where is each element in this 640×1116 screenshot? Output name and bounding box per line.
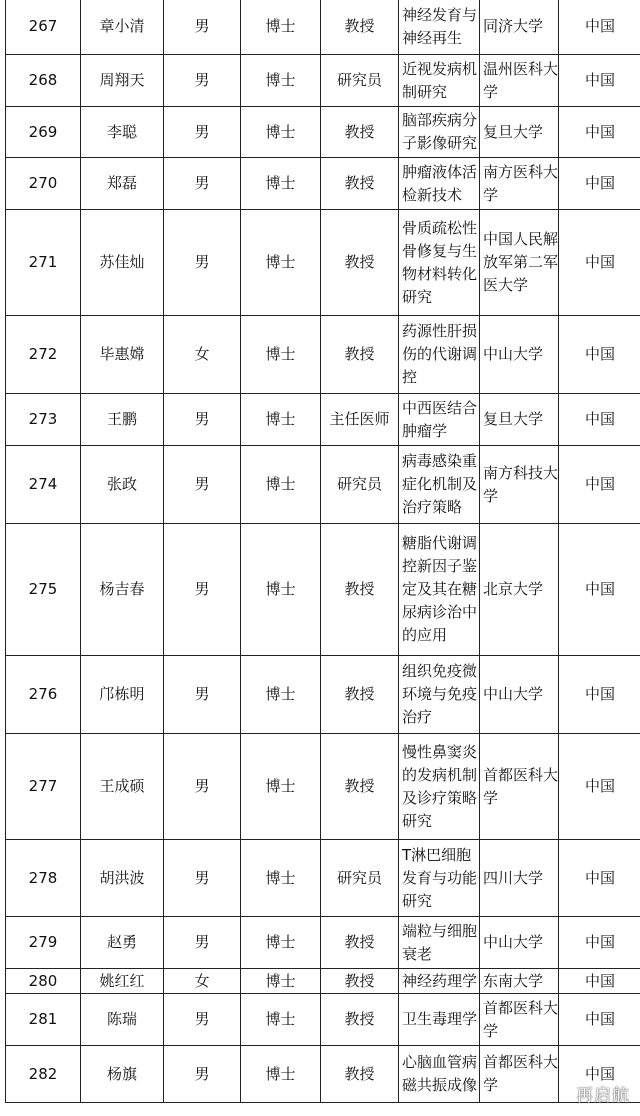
cell-unit <box>480 969 559 994</box>
cell-no <box>6 158 81 210</box>
research-text: 组织免疫微环境与免疫治疗 <box>402 662 478 726</box>
name-text: 王鹏 <box>106 410 137 428</box>
cell-degree <box>241 1046 321 1103</box>
cell-country <box>559 158 640 210</box>
watermark: 再启航 <box>576 1086 630 1106</box>
cell-degree <box>241 734 321 840</box>
table-row <box>6 840 640 917</box>
title-text: 教授 <box>344 971 375 990</box>
cell-unit <box>480 734 559 840</box>
cell-degree <box>241 158 321 210</box>
degree-text: 博士 <box>265 777 296 795</box>
cell-research <box>399 0 480 55</box>
cell-name <box>81 210 164 316</box>
no-text: 278 <box>28 868 58 887</box>
table-row <box>6 158 640 210</box>
country-text: 中国 <box>584 345 615 363</box>
unit-text: 北京大学 <box>483 580 544 598</box>
cell-name <box>81 55 164 107</box>
unit-text: 中国人民解放军第二军医大学 <box>483 230 558 294</box>
name-text: 邝栋明 <box>99 685 145 703</box>
title-text: 教授 <box>344 122 375 141</box>
gender-text: 男 <box>194 475 210 493</box>
gender-text: 男 <box>194 71 210 89</box>
cell-country <box>559 917 640 969</box>
research-text: 近视发病机制研究 <box>402 59 478 101</box>
unit-text: 东南大学 <box>483 971 544 990</box>
gender-text: 男 <box>194 933 210 951</box>
cell-no <box>6 210 81 316</box>
cell-title <box>321 840 399 917</box>
cell-gender <box>164 446 241 524</box>
research-text: 神经药理学 <box>402 971 478 990</box>
no-text: 281 <box>28 1010 58 1028</box>
cell-research <box>399 210 480 316</box>
cell-name <box>81 524 164 656</box>
title-text: 研究员 <box>336 868 382 887</box>
name-text: 毕惠嫦 <box>99 345 145 363</box>
cell-unit <box>480 316 559 394</box>
cell-name <box>81 917 164 969</box>
name-text: 陈瑞 <box>106 1010 137 1028</box>
country-text: 中国 <box>584 580 615 598</box>
country-text: 中国 <box>584 410 615 428</box>
cell-title <box>321 994 399 1046</box>
cell-unit <box>480 107 559 158</box>
cell-research <box>399 969 480 994</box>
gender-text: 女 <box>194 971 210 990</box>
cell-no <box>6 656 81 734</box>
name-text: 王成硕 <box>99 777 145 795</box>
cell-research <box>399 394 480 446</box>
no-text: 267 <box>28 17 58 35</box>
unit-text: 南方科技大学 <box>483 463 558 505</box>
cell-no <box>6 840 81 917</box>
degree-text: 博士 <box>265 685 296 703</box>
country-text: 中国 <box>584 71 615 89</box>
cell-name <box>81 734 164 840</box>
cell-unit <box>480 394 559 446</box>
cell-name <box>81 1046 164 1103</box>
cell-unit <box>480 1046 559 1103</box>
gender-text: 男 <box>194 1064 210 1083</box>
title-text: 教授 <box>344 174 375 192</box>
cell-degree <box>241 0 321 55</box>
title-text: 教授 <box>344 933 375 951</box>
unit-text: 南方医科大学 <box>483 162 558 204</box>
degree-text: 博士 <box>265 174 296 192</box>
unit-text: 首都医科大学 <box>483 1053 558 1094</box>
cell-research <box>399 994 480 1046</box>
cell-country <box>559 524 640 656</box>
cell-research <box>399 840 480 917</box>
unit-text: 中山大学 <box>483 685 544 703</box>
table-row <box>6 446 640 524</box>
table-row <box>6 969 640 994</box>
research-text: 药源性肝损伤的代谢调控 <box>402 322 478 386</box>
country-text: 中国 <box>584 971 615 990</box>
cell-gender <box>164 210 241 316</box>
cell-research <box>399 158 480 210</box>
cell-research <box>399 446 480 524</box>
table-row <box>6 994 640 1046</box>
name-text: 郑磊 <box>106 174 137 192</box>
no-text: 276 <box>28 685 58 703</box>
cell-no <box>6 0 81 55</box>
gender-text: 男 <box>194 1010 210 1028</box>
degree-text: 博士 <box>265 933 296 951</box>
cell-degree <box>241 210 321 316</box>
unit-text: 同济大学 <box>483 17 544 35</box>
degree-text: 博士 <box>265 475 296 493</box>
cell-name <box>81 158 164 210</box>
table-row <box>6 394 640 446</box>
table-row <box>6 734 640 840</box>
cell-gender <box>164 158 241 210</box>
cell-country <box>559 55 640 107</box>
cell-name <box>81 316 164 394</box>
cell-degree <box>241 994 321 1046</box>
cell-title <box>321 210 399 316</box>
table-row <box>6 316 640 394</box>
cell-gender <box>164 1046 241 1103</box>
cell-no <box>6 917 81 969</box>
cell-unit <box>480 210 559 316</box>
cell-country <box>559 316 640 394</box>
cell-country <box>559 994 640 1046</box>
no-text: 282 <box>28 1064 58 1083</box>
degree-text: 博士 <box>265 1010 296 1028</box>
cell-no <box>6 446 81 524</box>
title-text: 研究员 <box>336 71 382 89</box>
cell-unit <box>480 840 559 917</box>
name-text: 赵勇 <box>106 933 137 951</box>
cell-unit <box>480 656 559 734</box>
cell-title <box>321 158 399 210</box>
cell-degree <box>241 917 321 969</box>
cell-no <box>6 107 81 158</box>
no-text: 272 <box>28 345 58 363</box>
country-text: 中国 <box>584 1010 615 1028</box>
cell-no <box>6 316 81 394</box>
country-text: 中国 <box>584 475 615 493</box>
cell-gender <box>164 840 241 917</box>
cell-degree <box>241 969 321 994</box>
gender-text: 男 <box>194 253 210 271</box>
gender-text: 男 <box>194 17 210 35</box>
cell-no <box>6 394 81 446</box>
country-text: 中国 <box>584 1064 615 1083</box>
unit-text: 中山大学 <box>483 933 544 951</box>
cell-unit <box>480 524 559 656</box>
cell-research <box>399 524 480 656</box>
cell-research <box>399 1046 480 1103</box>
research-text: 糖脂代谢调控新因子鉴定及其在糖尿病诊治中的应用 <box>402 534 478 644</box>
title-text: 教授 <box>344 17 375 35</box>
cell-country <box>559 394 640 446</box>
name-text: 杨吉春 <box>99 580 145 598</box>
cell-unit <box>480 917 559 969</box>
title-text: 教授 <box>344 345 375 363</box>
cell-country <box>559 446 640 524</box>
degree-text: 博士 <box>265 868 296 887</box>
research-text: 神经发育与神经再生 <box>402 5 478 47</box>
research-text: 慢性鼻窦炎的发病机制及诊疗策略研究 <box>402 742 478 830</box>
gender-text: 男 <box>194 777 210 795</box>
gender-text: 男 <box>194 580 210 598</box>
degree-text: 博士 <box>265 71 296 89</box>
cell-gender <box>164 969 241 994</box>
cell-country <box>559 734 640 840</box>
table-row <box>6 524 640 656</box>
country-text: 中国 <box>584 122 615 141</box>
cell-unit <box>480 158 559 210</box>
cell-no <box>6 969 81 994</box>
title-text: 教授 <box>344 685 375 703</box>
degree-text: 博士 <box>265 580 296 598</box>
cell-title <box>321 969 399 994</box>
research-text: 端粒与细胞衰老 <box>402 921 478 963</box>
name-text: 张政 <box>106 475 137 493</box>
unit-text: 复旦大学 <box>483 410 544 428</box>
cell-name <box>81 994 164 1046</box>
cell-country <box>559 107 640 158</box>
research-text: 病毒感染重症化机制及治疗策略 <box>402 452 478 516</box>
research-text: 脑部疾病分子影像研究 <box>402 111 478 152</box>
country-text: 中国 <box>584 174 615 192</box>
unit-text: 中山大学 <box>483 345 544 363</box>
cell-gender <box>164 55 241 107</box>
table-row <box>6 107 640 158</box>
gender-text: 男 <box>194 868 210 887</box>
cell-gender <box>164 994 241 1046</box>
cell-name <box>81 969 164 994</box>
cell-research <box>399 917 480 969</box>
cell-no <box>6 1046 81 1103</box>
title-text: 教授 <box>344 580 375 598</box>
cell-gender <box>164 394 241 446</box>
research-text: 卫生毒理学 <box>402 1010 478 1028</box>
name-text: 姚红红 <box>99 971 145 990</box>
cell-title <box>321 656 399 734</box>
cell-country <box>559 840 640 917</box>
cell-name <box>81 394 164 446</box>
cell-gender <box>164 524 241 656</box>
cell-country <box>559 969 640 994</box>
cell-title <box>321 316 399 394</box>
cell-title <box>321 734 399 840</box>
table-row <box>6 1046 640 1103</box>
cell-degree <box>241 107 321 158</box>
no-text: 277 <box>28 777 58 795</box>
name-text: 苏佳灿 <box>99 253 145 271</box>
no-text: 275 <box>28 580 58 598</box>
no-text: 270 <box>28 174 58 192</box>
cell-name <box>81 840 164 917</box>
title-text: 教授 <box>344 1010 375 1028</box>
cell-country <box>559 210 640 316</box>
unit-text: 首都医科大学 <box>483 765 558 807</box>
degree-text: 博士 <box>265 122 296 141</box>
cell-title <box>321 394 399 446</box>
degree-text: 博士 <box>265 345 296 363</box>
cell-unit <box>480 994 559 1046</box>
unit-text: 复旦大学 <box>483 122 544 141</box>
cell-gender <box>164 917 241 969</box>
gender-text: 男 <box>194 174 210 192</box>
cell-gender <box>164 656 241 734</box>
no-text: 279 <box>28 933 58 951</box>
table-row <box>6 210 640 316</box>
title-text: 教授 <box>344 1064 375 1083</box>
cell-degree <box>241 656 321 734</box>
title-text: 主任医师 <box>329 410 390 428</box>
cell-research <box>399 316 480 394</box>
name-text: 胡洪波 <box>99 868 145 887</box>
cell-research <box>399 55 480 107</box>
title-text: 教授 <box>344 253 375 271</box>
research-text: 骨质疏松性骨修复与生物材料转化研究 <box>402 218 478 306</box>
gender-text: 女 <box>194 345 210 363</box>
cell-degree <box>241 394 321 446</box>
cell-research <box>399 107 480 158</box>
no-text: 273 <box>28 410 58 428</box>
title-text: 教授 <box>344 777 375 795</box>
cell-research <box>399 656 480 734</box>
cell-unit <box>480 0 559 55</box>
country-text: 中国 <box>584 868 615 887</box>
scholar-table <box>5 0 640 1103</box>
cell-name <box>81 0 164 55</box>
cell-title <box>321 917 399 969</box>
research-text: 心脑血管病磁共振成像 <box>402 1053 478 1094</box>
cell-title <box>321 107 399 158</box>
cell-research <box>399 734 480 840</box>
cell-gender <box>164 0 241 55</box>
name-text: 周翔天 <box>99 71 145 89</box>
cell-title <box>321 524 399 656</box>
gender-text: 男 <box>194 685 210 703</box>
gender-text: 男 <box>194 410 210 428</box>
no-text: 271 <box>28 253 58 271</box>
cell-title <box>321 55 399 107</box>
cell-country <box>559 656 640 734</box>
cell-degree <box>241 55 321 107</box>
degree-text: 博士 <box>265 1064 296 1083</box>
country-text: 中国 <box>584 685 615 703</box>
degree-text: 博士 <box>265 410 296 428</box>
unit-text: 温州医科大学 <box>483 59 558 101</box>
cell-gender <box>164 734 241 840</box>
cell-no <box>6 524 81 656</box>
cell-gender <box>164 316 241 394</box>
cell-degree <box>241 840 321 917</box>
no-text: 268 <box>28 71 58 89</box>
table-row <box>6 55 640 107</box>
cell-country <box>559 0 640 55</box>
cell-title <box>321 1046 399 1103</box>
table-row <box>6 656 640 734</box>
cell-name <box>81 656 164 734</box>
name-text: 李聪 <box>106 122 137 141</box>
cell-unit <box>480 446 559 524</box>
table-row <box>6 917 640 969</box>
cell-title <box>321 446 399 524</box>
table-row <box>6 0 640 55</box>
cell-title <box>321 0 399 55</box>
name-text: 章小清 <box>99 17 145 35</box>
degree-text: 博士 <box>265 253 296 271</box>
degree-text: 博士 <box>265 971 296 990</box>
cell-name <box>81 107 164 158</box>
country-text: 中国 <box>584 777 615 795</box>
title-text: 研究员 <box>336 475 382 493</box>
research-text: 肿瘤液体活检新技术 <box>402 162 478 204</box>
cell-name <box>81 446 164 524</box>
no-text: 280 <box>28 971 58 990</box>
no-text: 274 <box>28 475 58 493</box>
country-text: 中国 <box>584 253 615 271</box>
research-text: T淋巴细胞发育与功能研究 <box>402 845 478 910</box>
name-text: 杨旗 <box>106 1064 137 1083</box>
cell-gender <box>164 107 241 158</box>
country-text: 中国 <box>584 17 615 35</box>
no-text: 269 <box>28 122 58 141</box>
cell-degree <box>241 524 321 656</box>
cell-no <box>6 994 81 1046</box>
gender-text: 男 <box>194 122 210 141</box>
cell-no <box>6 734 81 840</box>
country-text: 中国 <box>584 933 615 951</box>
unit-text: 首都医科大学 <box>483 998 558 1040</box>
cell-no <box>6 55 81 107</box>
degree-text: 博士 <box>265 17 296 35</box>
unit-text: 四川大学 <box>483 868 544 887</box>
research-text: 中西医结合肿瘤学 <box>402 398 478 440</box>
cell-degree <box>241 316 321 394</box>
cell-degree <box>241 446 321 524</box>
cell-unit <box>480 55 559 107</box>
